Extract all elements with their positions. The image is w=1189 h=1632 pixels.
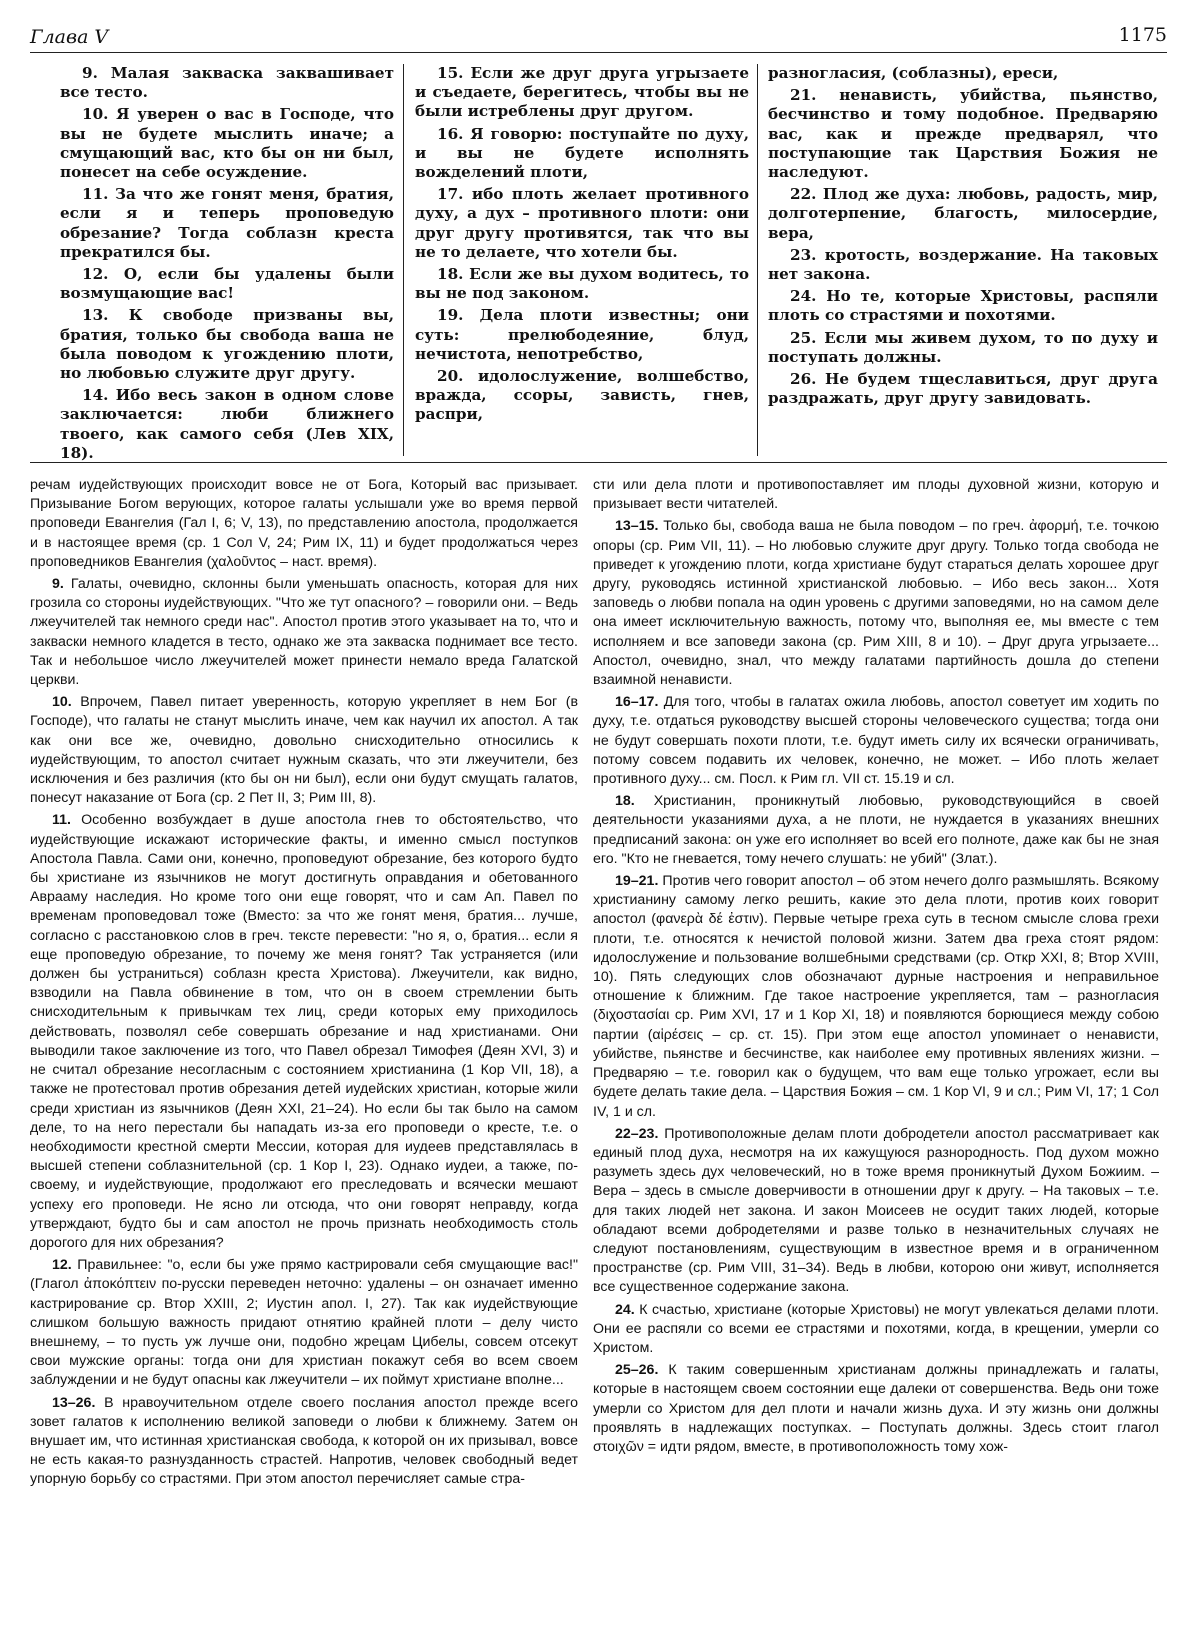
commentary-paragraph: 19–21. Против чего говорит апостол – об этом нечего долго размышлять. Всякому христианину самому легко решить, какие это дела плоти, против коих говорит апостол (φανερὰ δέ ἐστιν). Первые четыре греха суть в тесном смысле слова грехи плоти, т.е. относятся к нечистой половой жизни. Затем два греха стоят рядом: идолослужение и пользование волшебными средствами (ср. Откр XXI, 8; Втор XVIII, 10). Пять следующих слов обозначают дурные настроения и неправильное отношение к ближним. Где такое настроение укрепляется, там – разногласия (διχοστασίαι ср. Рим XVI, 17 и 1 Кор XI, 18) и появляются борющиеся между собою партии (αἱρέσεις – ср. ст. 15). При этом еще апостол упоминает о ненависти, убийстве, пьянстве и бесчинстве, как наиболее ему противных явлениях жизни. – Предваряю – т.е. говорил как о будущем, что вам еще только угрожает, если вы будете делать такие дела. – Царствия Божия – см. 1 Кор VI, 9 и сл.; Рим VI, 17; 1 Сол IV, 1 и сл. bbox=[593, 873, 1159, 1120]
column-divider bbox=[757, 64, 758, 456]
verse-paragraph: 22. Плод же духа: любовь, радость, мир, долготерпение, благость, милосердие, вера, bbox=[768, 185, 1158, 242]
verses-column-1 bbox=[60, 64, 394, 466]
commentary-continuation: речам иудействующих происходит вовсе не от Бога, Который вас призывает. Призывание Богом верующих, которое галаты услышали уже во время первой проповеди Евангелия (Гал I, 6; V, 13), по представлению апостола, продолжается и в настоящее время (ср. 1 Сол V, 24; Рим IX, 11) и будет продолжаться через проповедников Евангелия (χαλοῦντος – наст. время). bbox=[30, 477, 578, 570]
verse-paragraph: 16. Я говорю: поступайте по духу, и вы не будете исполнять вожделений плоти, bbox=[415, 124, 749, 182]
commentary-paragraph: 22–23. Противоположные делам плоти добродетели апостол рассматривает как единый плод духа, несмотря на их кажущуюся разнородность. Под духом можно разуметь здесь дух человеческий, но в тоже время проникнутый Духом Божиим. – Вера – здесь в смысле доверчивости в отношении друг к другу. – На таковых – т.е. для таких людей нет закона. И закон Моисеев не осудит таких людей, которые обладают всеми добродетелями и разве только в незначительных случаях не следуют постановлениям, существующим в известное время и в ограниченном пространстве (ср. Рим VIII, 31–34). Ведь в любви, которою они живут, исполняется все существенное содержание закона. bbox=[593, 1125, 1159, 1296]
verse-paragraph: 24. Но те, которые Христовы, распяли плоть со страстями и похотями. bbox=[768, 287, 1158, 325]
verse-paragraph: 21. ненависть, убийства, пьянство, бесчинство и тому подобное. Предваряю вас, как и прежде предварял, что поступающие так Царствия Божия не наследуют. bbox=[768, 86, 1158, 182]
verse-paragraph: 10. Я уверен о вас в Господе, что вы не будете мыслить иначе; а смущающий вас, кто бы он ни был, понесет на себе осуждение. bbox=[60, 105, 394, 182]
commentary-paragraph: 13–15. Только бы, свобода ваша не была поводом – по греч. ἀφορμή, т.е. точкою опоры (ср. Рим VII, 11). – Но любовью служите друг другу. Только тогда свобода не приведет к угождению плоти, когда христиане будут стараться делать хорошее друг другу, руководясь истинной христианской любовью. – Ибо весь закон... Хотя заповедь о любви попала на один уровень с другими заповедями, но на самом деле она имеет исключительную важность, потому что, выполняя ее, мы вместе с тем исполняем и все заповеди закона (ср. Рим XIII, 8 и 10). – Друг друга угрызаете... Апостол, очевидно, знал, что между галатами партийность дошла до степени взаимной ненависти. bbox=[593, 518, 1159, 689]
verse-paragraph: 11. За что же гонят меня, братия, если я и теперь проповедую обрезание? Тогда соблазн креста прекратился бы. bbox=[60, 185, 394, 261]
verse-paragraph: 25. Если мы живем духом, то по духу и поступать должны. bbox=[768, 328, 1158, 366]
verses-column-2 bbox=[415, 64, 749, 428]
verse-paragraph: 23. кротость, воздержание. На таковых нет закона. bbox=[768, 245, 1158, 284]
commentary-column-right bbox=[593, 476, 1159, 1460]
page-number: 1175 bbox=[1118, 24, 1167, 46]
commentary-paragraph: 24. К счастью, христиане (которые Христовы) не могут увлекаться делами плоти. Они ее распяли со всеми ее страстями и похотями, когда, в крещении, умерли со Христом. bbox=[593, 1301, 1159, 1356]
verse-paragraph: 13. К свободе призваны вы, братия, только бы свобода ваша не была поводом к угождению плоти, но любовью служите друг другу. bbox=[60, 306, 394, 383]
verse-paragraph: 14. Ибо весь закон в одном слове заключается: люби ближнего твоего, как самого себя (Лев XIX, 18). bbox=[60, 386, 394, 462]
commentary-paragraph: 9. Галаты, очевидно, склонны были уменьшать опасность, которая для них грозила со стороны иудействующих. "Что же тут опасного? – говорили они. – Ведь лжеучителей так немного среди нас". Апостол против этого указывает на то, что и закваски немного кладется в тесто, однако же эта закваска поднимает все тесто. Так и небольшое число лжеучителей может принести немало вреда Галатской церкви. bbox=[30, 576, 578, 689]
verse-paragraph: 19. Дела плоти известны; они суть: прелюбодеяние, блуд, нечистота, непотребство, bbox=[415, 306, 749, 363]
column-divider bbox=[403, 64, 404, 456]
verse-paragraph: 18. Если же вы духом водитесь, то вы не под законом. bbox=[415, 265, 749, 303]
verse-paragraph: 9. Малая закваска заквашивает все тесто. bbox=[60, 64, 394, 102]
commentary-paragraph: 13–26. В нравоучительном отделе своего послания апостол прежде всего зовет галатов к исполнению великой заповеди о любви к ближнему. Затем он внушает им, что истинная христианская свобода, к которой он их призывал, вовсе не есть какая-то разнузданность страстей. Напротив, человек свободный ведет упорную борьбу со страстями. При этом апостол перечисляет самые стра- bbox=[30, 1394, 578, 1488]
commentary-column-left bbox=[30, 476, 578, 1493]
commentary-paragraph: 16–17. Для того, чтобы в галатах ожила любовь, апостол советует им ходить по духу, т.е. отдаться руководству высшей стороны человеческого существа; тогда они не будут совершать похоти плоти, т.е. будут иметь силу их всячески ограничивать, потому совсем подавить их человек, конечно, не может. – Ибо плоть желает противного духу... см. Посл. к Рим гл. VII ст. 15.19 и сл. bbox=[593, 694, 1159, 788]
verse-paragraph: 26. Не будем тщеславиться, друг друга раздражать, друг другу завидовать. bbox=[768, 370, 1158, 408]
verse-continuation: разногласия, (соблазны), ереси, bbox=[768, 64, 1059, 82]
commentary-paragraph: 10. Впрочем, Павел питает уверенность, которую укрепляет в нем Бог (в Господе), что галаты не станут мыслить иначе, чем как научил их апостол. А так как они все же, очевидно, довольно снисходительно относились к иудействующим, то апостол считает нужным сказать, что эти лжеучители, без исключения и без различия (кто бы он ни был), если они будут смущать галатов, понесут наказание от Бога (ср. 2 Пет II, 3; Рим III, 8). bbox=[30, 694, 578, 807]
verses-column-3 bbox=[768, 64, 1158, 411]
commentary-paragraph: 12. Правильнее: "о, если бы уже прямо кастрировали себя смущающие вас!" (Глагол ἀποκόπτειν по-русски переведен неточно: удалены – он означает именно кастрирование ср. Втор XXIII, 2; Иустин апол. I, 27). Так как иудействующие слишком большую важность придают отнятию крайней плоти – делу чисто внешнему, – то пусть уж лучше они, подобно жрецам Цибелы, совсем отсекут свои мужские органы: тогда они для христиан покажут себя во всем своем заблуждении и не будут опасны как лжеучители – их поймут христиане вполне... bbox=[30, 1257, 578, 1389]
verse-paragraph: 17. ибо плоть желает противного духу, а дух – противного плоти: они друг другу противятся, так что вы не то делаете, что хотели бы. bbox=[415, 185, 749, 261]
chapter-title: Глава V bbox=[30, 26, 109, 48]
scripture-verses-block bbox=[60, 64, 1161, 462]
verse-paragraph: 12. О, если бы удалены были возмущающие вас! bbox=[60, 265, 394, 303]
verse-paragraph: 15. Если же друг друга угрызаете и съедаете, берегитесь, чтобы вы не были истреблены друг другом. bbox=[415, 64, 749, 121]
commentary-paragraph: 11. Особенно возбуждает в душе апостола гнев то обстоятельство, что иудействующие искажают исторические факты, и именно смысл поступков Апостола Павла. Сами они, конечно, проповедуют обрезание, без которого будто бы христиане из язычников не могут достигнуть оправдания и обетованного Аврааму наследия. Но кроме того они еще говорят, что и сам Ап. Павел по временам проповедовал тоже (Вместо: за что же гонят меня, братия... лучше, согласно с расстановкою слов в греч. тексте перевести: "но я, о, братия... если я еще проповедую обрезание, то почему же меня гонят? Так устраняется (или должен бы устраниться) соблазн креста Христова). Лжеучители, как видно, взводили на Павла обвинение в том, что он в своем стремлении быть снисходительным к привычкам тех лиц, среди которых ему приходилось действовать, позволял себе совершать обрезание и над христианами. Они выводили такое заключение из того, что Павел обрезал Тимофея (Деян XVI, 3) и не считал обрезание несогласным с состоянием христианина (1 Кор VII, 18), а также не протестовал против обрезания детей иудейских христиан, которые жили среди христиан из язычников (Деян XXI, 21–24). Но если бы так было на самом деле, то на него перестали бы нападать из-за его проповеди о кресте, т.е. о необходимости крестной смерти Мессии, которая для иудеев представлялась в высшей степени соблазнительной (ср. 1 Кор I, 23). Однако иудеи, а также, по-своему, и иудействующие, продолжают его преследовать и всячески мешают успеху его проповеди. Не ясно ли отсюда, что они говорят неправду, когда утверждают, будто бы и сам апостол не прочь признать необходимость столь дорогого для них обрезания? bbox=[30, 812, 578, 1251]
commentary-paragraph: 25–26. К таким совершенным христианам должны принадлежать и галаты, которые в настоящем своем состоянии еще далеки от совершенства. Ведь они тоже умерли со Христом для дел плоти и начали жизнь духа. И эту жизнь они должны проявлять в надлежащих поступках. – Поступать должны. Здесь стоит глагол στοιχῶν = идти рядом, вместе, в противоположность тому хож- bbox=[593, 1362, 1159, 1455]
page-header bbox=[30, 22, 1167, 53]
commentary-paragraph: 18. Христианин, проникнутый любовью, руководствующийся в своей деятельности указаниями духа, а не плоти, не нуждается в указаниях внешних предписаний закона: он уже его исполняет во всей его полноте, даже как бы не зная его. "Кто не гневается, тому нечего слушать: не убий" (Злат.). bbox=[593, 793, 1159, 867]
section-divider bbox=[30, 462, 1167, 463]
verse-paragraph: 20. идолослужение, волшебство, вражда, ссоры, зависть, гнев, распри, bbox=[415, 367, 749, 424]
commentary-continuation: сти или дела плоти и противопоставляет им плоды духовной жизни, которую и призывает вести читателей. bbox=[593, 477, 1159, 513]
